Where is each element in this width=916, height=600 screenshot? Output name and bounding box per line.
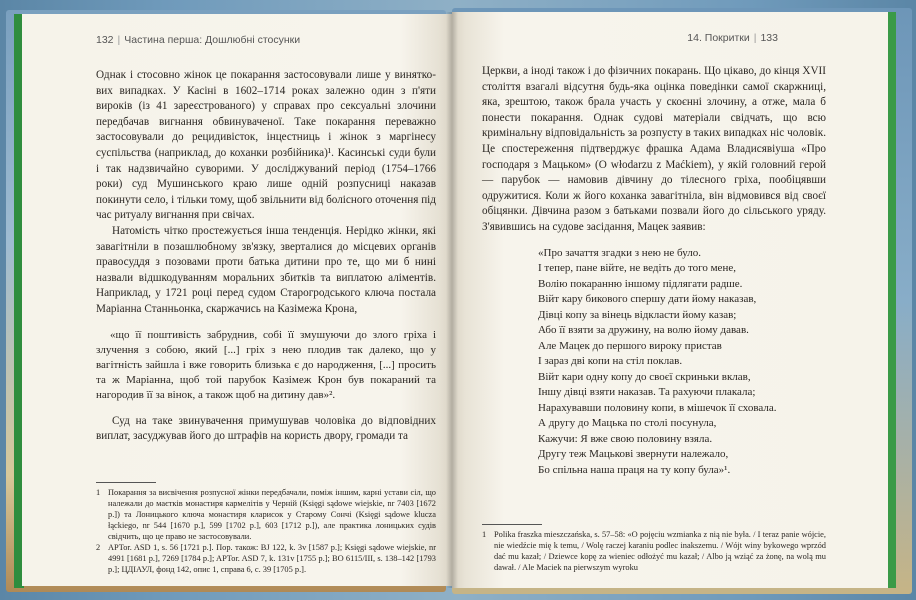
footnote-text: Polika fraszka mieszczańska, s. 57–58: «O pojęciu wzmianka z nią nie była. / I teraz panie wójcie, nie wiedźcie mię k temu, / Wolę raczej karaniu podlec inakszemu. / Wójt winy bykowego wprzód dać mu kazał; / Dziewce kopę za wieniec odłożyć mu kazał; / Albo ją wziąć za żonę, na wolą mu dawał. / Ale Maciek na pierwszym wyroku — [494, 530, 826, 572]
verse-line: «Про зачаття згадки з нею не було. — [538, 246, 701, 259]
footnote-rule — [96, 482, 156, 483]
paragraph: Суд на таке звинувачення примушував чоловіка до відповідних виплат, засуджував його до штрафів на користь двору, громади та — [96, 414, 436, 443]
verse-line: Але Мацек до першого вироку пристав — [538, 339, 722, 352]
verse-line: Бо спільна наша праця на ту копу була»¹. — [538, 463, 731, 476]
block-quote — [96, 328, 436, 404]
block-quote-text: «що її поштивість забруднив, собі її змушуючи до злого гріха і злучення з собою, який [...] гріх з нею плодив так далеко, що у вагітність зайшла і вже говорить близька є до народження, [...] просить та ж Маріанна, щоб той парубок Казімеж Крон був покараний та нагородив її за вінок, а також щоб на дитину дав»². — [96, 328, 436, 402]
right-page-number: 133 — [760, 32, 778, 44]
left-running-head: 132 | Частина перша: Дошлюбні стосунки — [96, 34, 301, 46]
footnote-number: 1 — [482, 530, 487, 539]
left-body-text — [96, 68, 436, 445]
verse-line: Кажучи: Я вже свою половину взяла. — [538, 432, 713, 445]
verse-line: А другу до Мацька по столі посунула, — [538, 417, 717, 430]
footnote-text: APTor. ASD 1, s. 56 [1721 р.]. Пор. також: BJ 122, k. 3v [1587 р.]; Księgi sądowe wiejskie, nr 4991 [1681 р.], 7269 [1784 р.]; APTor. ASD 7, k. 131v [1755 р.]; BO 6115/III, s. 138–142 [1793 р.]; ЦДІАУЛ, фонд 142, опис 1, справа 6, с. 39 [1705 р.]. — [108, 543, 436, 574]
verse-line: Або її взяти за дружину, на волю йому давав. — [538, 324, 749, 337]
paragraph: Церкви, а іноді також і до фізичних покарань. Що цікаво, до кінця XVII століття взагалі відсутня будь-яка оцінка поведінки самої скаржниці, яка, зрештою, також брала участь у скоєнні злочину, а отже, мала б понести покарання. Однак судові матеріали свідчать, що всю кримінальну відповідальність за розпусту в таких випадках ніс чоловік. Це спостереження підтверджує фрашка Адама Владисявіуша «Про господаря з Мацьком» (O włodarzu z Maćkiem), у якій головний герой — парубок — намовив дівчину до тілесного гріха, пообіцявши одружитися. Коли ж його коханка завагітніла, він відмовився від своєї обіцянки. Дівчина разом з батьками позвали його до сільського уряду. З'явившись на судове засідання, Мацек заявив: — [482, 65, 826, 233]
right-footnotes — [482, 524, 826, 573]
right-page — [452, 12, 888, 588]
verse-quote — [538, 246, 826, 479]
verse-line: І тепер, пане війте, не ведіть до того мене, — [538, 262, 736, 275]
right-body-text — [482, 64, 826, 484]
footnote — [482, 529, 826, 573]
verse-line: Другу теж Мацькові звернути належало, — [538, 448, 729, 461]
left-page-number: 132 — [96, 34, 114, 46]
left-page — [22, 14, 452, 586]
left-running-title: Частина перша: Дошлюбні стосунки — [124, 34, 301, 46]
verse-line: Війт кару бикового спершу дати йому наказав, — [538, 293, 757, 306]
right-running-title: 14. Покритки — [687, 32, 750, 44]
paragraph: Натомість чітко простежується інша тенденція. Нерідко жінки, які завагітніли в позашлюбному зв'язку, зверталися до місцевих органів правосуддя з позовами проти батька дитини про те, що ми б нині назвали відшкодуванням моральних збитків та виплатою аліментів. Наприклад, у 1721 році перед судом Старогродського ключа постала Маріанна Станньонка, скаржачись на Казімежа Крона, — [96, 224, 436, 315]
book-gutter-shadow — [446, 12, 458, 588]
footnote-rule — [482, 524, 542, 525]
verse-line: І зараз дві копи на стіл поклав. — [538, 355, 683, 368]
footnote-number: 1 — [96, 488, 101, 497]
verse-line: Війт кари одну копу до своєї скриньки вклав, — [538, 370, 751, 383]
right-running-head: 14. Покритки | 133 — [687, 32, 778, 44]
left-footnotes — [96, 482, 436, 575]
verse-line: Дівці копу за вінець відкласти йому казав; — [538, 308, 737, 321]
paragraph: Однак і стосовно жінок це покарання застосовували лише у виняткових випадках. У Касіні в 1602–1714 роках залежно один з п'яти вироків (із 41 зареєстрованого) у справах про сексуальні злочини передбачав вигнання обвинуваченої. Таке покарання переважно застосовували до рецидивісток, інцестниць і жінок з маргінесу суспільства (наприклад, до коханки розбійника)¹. Касинські суди були і так надзвичайно суворими. У досліджуваний період (1754–1766 роки) суд Мушинського краю лише одній розпусниці наказав покинути село, і тільки тому, щоб звільнити від болісного оточення під час ритуалу вигнання при свічах. — [96, 69, 436, 222]
footnote — [96, 542, 436, 575]
footnote-text: Покарання за висвічення розпусної жінки передбачали, поміж іншим, карні устави сіл, що належали до маєтків монастиря кармелітів у Черній (Księgi sądowe wiejskie, nr 7403 [1672 р.]) та Лоницького ключа монастиря кларисок у Старому Сончі (Księgi sądowe klucza łąckiego, nr 544 [1670 р.], 599 [1702 р.], 603 [1712 р.]), але практика лоницьких судів свідчить, що це право не застосовували. — [108, 488, 436, 541]
verse-line: Нарахувавши половину копи, в мішечок її сховала. — [538, 401, 777, 414]
verse-line: Іншу дівці взяти наказав. Та рахуючи плакала; — [538, 386, 756, 399]
verse-line: Волію покаранню іншому підлягати радше. — [538, 277, 743, 290]
footnote-number: 2 — [96, 543, 101, 552]
footnote — [96, 487, 436, 542]
